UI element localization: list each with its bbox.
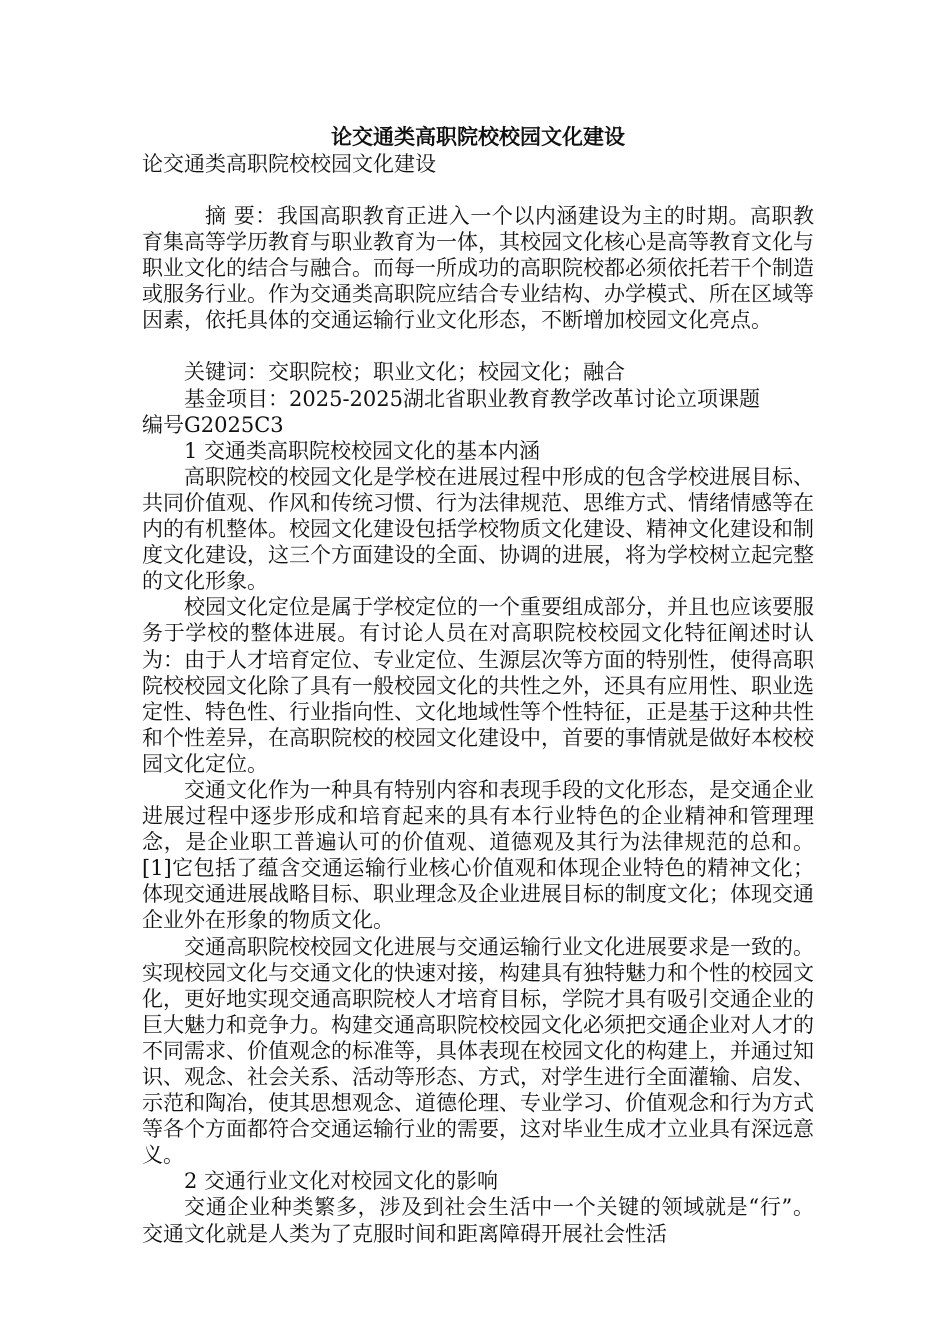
section-heading-2: 2 交通行业文化对校园文化的影响 bbox=[184, 1169, 499, 1194]
body-paragraph: 校园文化定位是属于学校定位的一个重要组成部分，并且也应该要服务于学校的整体进展。有讨论人员在对高职院校校园文化特征阐述时认为：由于人才培育定位、专业定位、生源层次等方面的特别性，使得高职院校校园文化除了具有一般校园文化的共性之外，还具有应用性、职业选定性、特色性、行业指向性、文化地域性等个性特征，正是基于这种共性和个性差异，在高职院校的校园文化建设中，首要的事情就是做好本校校园文化定位。 bbox=[142, 595, 814, 776]
fund-line: 基金项目：2025-2025湖北省职业教育教学改革讨论立项课题 bbox=[184, 386, 760, 411]
document-subtitle: 论交通类高职院校校园文化建设 bbox=[142, 152, 436, 176]
body-paragraph: 交通文化作为一种具有特别内容和表现手段的文化形态，是交通企业进展过程中逐步形成和培育起来的具有本行业特色的企业精神和管理理念，是企业职工普遍认可的价值观、道德观及其行为法律规范的总和。[1]它包括了蕴含交通运输行业核心价值观和体现企业特色的精神文化；体现交通进展战略目标、职业理念及企业进展目标的制度文化；体现交通企业外在形象的物质文化。 bbox=[142, 777, 814, 933]
keywords-line: 关键词：交职院校；职业文化；校园文化；融合 bbox=[184, 360, 625, 385]
body-paragraph: 高职院校的校园文化是学校在进展过程中形成的包含学校进展目标、共同价值观、作风和传统习惯、行为法律规范、思维方式、情绪情感等在内的有机整体。校园文化建设包括学校物质文化建设、精神文化建设和制度文化建设，这三个方面建设的全面、协调的进展，将为学校树立起完整的文化形象。 bbox=[142, 464, 814, 594]
blank-line bbox=[142, 177, 814, 203]
section-heading-1: 1 交通类高职院校校园文化的基本内涵 bbox=[184, 438, 541, 463]
blank-line bbox=[142, 333, 814, 359]
body-paragraph: 交通企业种类繁多，涉及到社会生活中一个关键的领域就是“行”。交通文化就是人类为了克服时间和距离障碍开展社会性活 bbox=[142, 1195, 814, 1246]
document-page bbox=[142, 124, 814, 1247]
abstract-paragraph: 摘 要：我国高职教育正进入一个以内涵建设为主的时期。高职教育集高等学历教育与职业教育为一体，其校园文化核心是高等教育文化与职业文化的结合与融合。而每一所成功的高职院校都必须依托若干个制造或服务行业。作为交通类高职院应结合专业结构、办学模式、所在区域等因素，依托具体的交通运输行业文化形态，不断增加校园文化亮点。 bbox=[142, 204, 814, 333]
fund-number-line: 编号G2025C3 bbox=[142, 412, 284, 437]
document-title: 论交通类高职院校校园文化建设 bbox=[331, 125, 625, 149]
body-paragraph: 交通高职院校校园文化进展与交通运输行业文化进展要求是一致的。实现校园文化与交通文化的快速对接，构建具有独特魅力和个性的校园文化，更好地实现交通高职院校人才培育目标，学院才具有吸引交通企业的巨大魅力和竞争力。构建交通高职院校校园文化必须把交通企业对人才的不同需求、价值观念的标准等，具体表现在校园文化的构建上，并通过知识、观念、社会关系、活动等形态、方式，对学生进行全面灌输、启发、示范和陶冶，使其思想观念、道德伦理、专业学习、价值观念和行为方式等各个方面都符合交通运输行业的需要，这对毕业生成才立业具有深远意义。 bbox=[142, 934, 814, 1168]
